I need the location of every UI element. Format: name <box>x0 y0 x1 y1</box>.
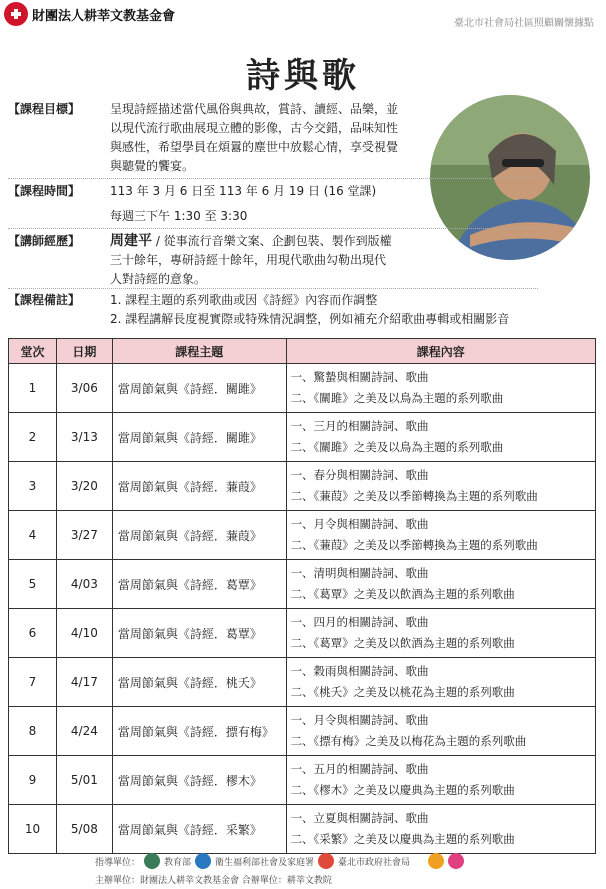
mohw-logo-icon <box>195 853 211 869</box>
partner-name: 臺北市社會局社區照顧關懷據點 <box>454 18 594 29</box>
session-content <box>286 511 595 560</box>
session-date: 5/01 <box>56 756 112 805</box>
course-note-item: 2. 課程講解長度視實際或特殊情況調整，例如補充介紹歌曲專輯或相關影音 <box>110 312 510 326</box>
session-content <box>286 658 595 707</box>
content-line: 二、《關雎》之美及以鳥為主題的系列歌曲 <box>290 391 504 405</box>
table-row <box>9 707 596 756</box>
page-footer <box>0 845 606 889</box>
session-date: 3/27 <box>56 511 112 560</box>
host-line: 主辦單位：財團法人耕莘文教基金會 合辦單位：耕莘文教院 <box>95 876 332 886</box>
content-line: 一、穀雨與相關詩詞、歌曲 <box>290 664 429 678</box>
session-date: 3/06 <box>56 364 112 413</box>
course-time-text <box>110 182 440 226</box>
content-line: 一、春分與相關詩詞、歌曲 <box>290 468 429 482</box>
session-content <box>286 756 595 805</box>
org-name: 財團法人耕莘文教基金會 <box>32 8 176 24</box>
session-date: 3/20 <box>56 462 112 511</box>
content-line: 一、月令與相關詩詞、歌曲 <box>290 517 429 531</box>
session-topic: 當周節氣與《詩經．關雎》 <box>112 413 286 462</box>
table-row <box>9 658 596 707</box>
session-number: 6 <box>9 609 57 658</box>
divider <box>8 288 538 289</box>
session-content <box>286 609 595 658</box>
course-date-range: 113 年 3 月 6 日至 113 年 6 月 19 日 (16 堂課) <box>110 184 377 198</box>
column-header: 課程內容 <box>286 339 595 364</box>
session-topic: 當周節氣與《詩經．采繁》 <box>112 805 286 854</box>
session-number: 4 <box>9 511 57 560</box>
heart-logo-icon <box>448 853 464 869</box>
course-notes-section <box>8 291 538 331</box>
table-row <box>9 511 596 560</box>
divider <box>8 178 538 179</box>
session-topic: 當周節氣與《詩經．蒹葭》 <box>112 511 286 560</box>
session-topic: 當周節氣與《詩經．葛覃》 <box>112 560 286 609</box>
column-header: 課程主題 <box>112 339 286 364</box>
course-time-section <box>8 182 538 226</box>
session-number: 5 <box>9 560 57 609</box>
table-row <box>9 560 596 609</box>
course-goal-text <box>110 100 436 176</box>
content-line: 一、三月的相關詩詞、歌曲 <box>290 419 429 433</box>
instructor-bio-line: / 從事流行音樂文案、企劃包裝、製作到版權 <box>152 234 392 248</box>
org-emblem-icon <box>4 2 28 26</box>
content-line: 二、《桃夭》之美及以桃花為主題的系列歌曲 <box>290 685 515 699</box>
session-topic: 當周節氣與《詩經．樛木》 <box>112 756 286 805</box>
session-content <box>286 462 595 511</box>
session-topic: 當周節氣與《詩經．葛覃》 <box>112 609 286 658</box>
session-number: 1 <box>9 364 57 413</box>
session-topic: 當周節氣與《詩經．蒹葭》 <box>112 462 286 511</box>
table-row <box>9 364 596 413</box>
session-topic: 當周節氣與《詩經．桃夭》 <box>112 658 286 707</box>
course-goal-line: 以現代流行歌曲展現立體的影像，古今交錯，品味知性 <box>110 121 399 135</box>
content-line: 一、清明與相關詩詞、歌曲 <box>290 566 429 580</box>
content-line: 一、驚蟄與相關詩詞、歌曲 <box>290 370 429 384</box>
course-weekly-time: 每週三下午 1:30 至 3:30 <box>110 209 248 223</box>
instructor-label: 【講師經歷】 <box>8 234 81 248</box>
content-line: 二、《葛覃》之美及以飲酒為主題的系列歌曲 <box>290 636 515 650</box>
content-line: 二、《關雎》之美及以鳥為主題的系列歌曲 <box>290 440 504 454</box>
column-header: 日期 <box>56 339 112 364</box>
content-line: 二、《葛覃》之美及以飲酒為主題的系列歌曲 <box>290 587 515 601</box>
course-goal-section <box>8 100 538 180</box>
instructor-name: 周建平 <box>110 233 152 249</box>
instructor-bio-line: 三十餘年，專研詩經十餘年，用現代歌曲勾勒出現代 <box>110 253 387 267</box>
charity-logo-icon <box>428 853 444 869</box>
session-content <box>286 413 595 462</box>
course-goal-label: 【課程目標】 <box>8 102 81 116</box>
course-time-label: 【課程時間】 <box>8 184 81 198</box>
session-date: 4/24 <box>56 707 112 756</box>
content-line: 一、月令與相關詩詞、歌曲 <box>290 713 429 727</box>
session-number: 10 <box>9 805 57 854</box>
column-header: 堂次 <box>9 339 57 364</box>
content-line: 二、《摽有梅》之美及以梅花為主題的系列歌曲 <box>290 734 527 748</box>
content-line: 二、《樛木》之美及以慶典為主題的系列歌曲 <box>290 783 515 797</box>
guidance-units <box>95 853 464 869</box>
session-number: 7 <box>9 658 57 707</box>
content-line: 一、五月的相關詩詞、歌曲 <box>290 762 429 776</box>
org-logo <box>4 2 175 26</box>
instructor-bio-line: 人對詩經的意象。 <box>110 272 207 286</box>
session-number: 9 <box>9 756 57 805</box>
session-number: 2 <box>9 413 57 462</box>
session-content <box>286 364 595 413</box>
session-date: 5/08 <box>56 805 112 854</box>
session-topic: 當周節氣與《詩經．摽有梅》 <box>112 707 286 756</box>
table-row <box>9 756 596 805</box>
instructor-section <box>8 232 538 292</box>
content-line: 一、四月的相關詩詞、歌曲 <box>290 615 429 629</box>
session-number: 8 <box>9 707 57 756</box>
guidance-unit: 教育部 <box>164 857 192 868</box>
session-date: 4/03 <box>56 560 112 609</box>
content-line: 一、立夏與相關詩詞、歌曲 <box>290 811 429 825</box>
table-row <box>9 462 596 511</box>
table-row <box>9 609 596 658</box>
session-date: 4/17 <box>56 658 112 707</box>
divider <box>8 228 538 229</box>
course-goal-line: 呈現詩經描述當代風俗與典故，賞詩、讀經、品樂，並 <box>110 102 399 116</box>
session-date: 4/10 <box>56 609 112 658</box>
course-goal-line: 與聽覺的饗宴。 <box>110 159 195 173</box>
guidance-label: 指導單位： <box>95 857 141 868</box>
session-content <box>286 560 595 609</box>
session-topic: 當周節氣與《詩經．關雎》 <box>112 364 286 413</box>
content-line: 二、《蒹葭》之美及以季節轉換為主題的系列歌曲 <box>290 538 538 552</box>
session-content <box>286 707 595 756</box>
course-note-item: 1. 課程主題的系列歌曲或因《詩經》內容而作調整 <box>110 293 378 307</box>
course-notes-text <box>110 291 550 329</box>
guidance-unit: 臺北市政府社會局 <box>338 857 411 868</box>
session-number: 3 <box>9 462 57 511</box>
page-header <box>0 0 606 40</box>
content-line: 二、《蒹葭》之美及以季節轉換為主題的系列歌曲 <box>290 489 538 503</box>
table-header-row <box>9 339 596 364</box>
instructor-text <box>110 232 436 289</box>
course-notes-label: 【課程備註】 <box>8 293 81 307</box>
session-date: 3/13 <box>56 413 112 462</box>
moe-logo-icon <box>144 853 160 869</box>
course-goal-line: 與感性，希望學員在煩囂的塵世中放鬆心情，享受視覺 <box>110 140 399 154</box>
content-line: 二、《采繁》之美及以慶典為主題的系列歌曲 <box>290 832 515 846</box>
schedule-table <box>8 338 596 854</box>
guidance-unit: 衛生福利部社會及家庭署 <box>215 857 315 868</box>
taipei-logo-icon <box>318 853 334 869</box>
table-row <box>9 413 596 462</box>
page-title: 詩與歌 <box>246 56 360 96</box>
